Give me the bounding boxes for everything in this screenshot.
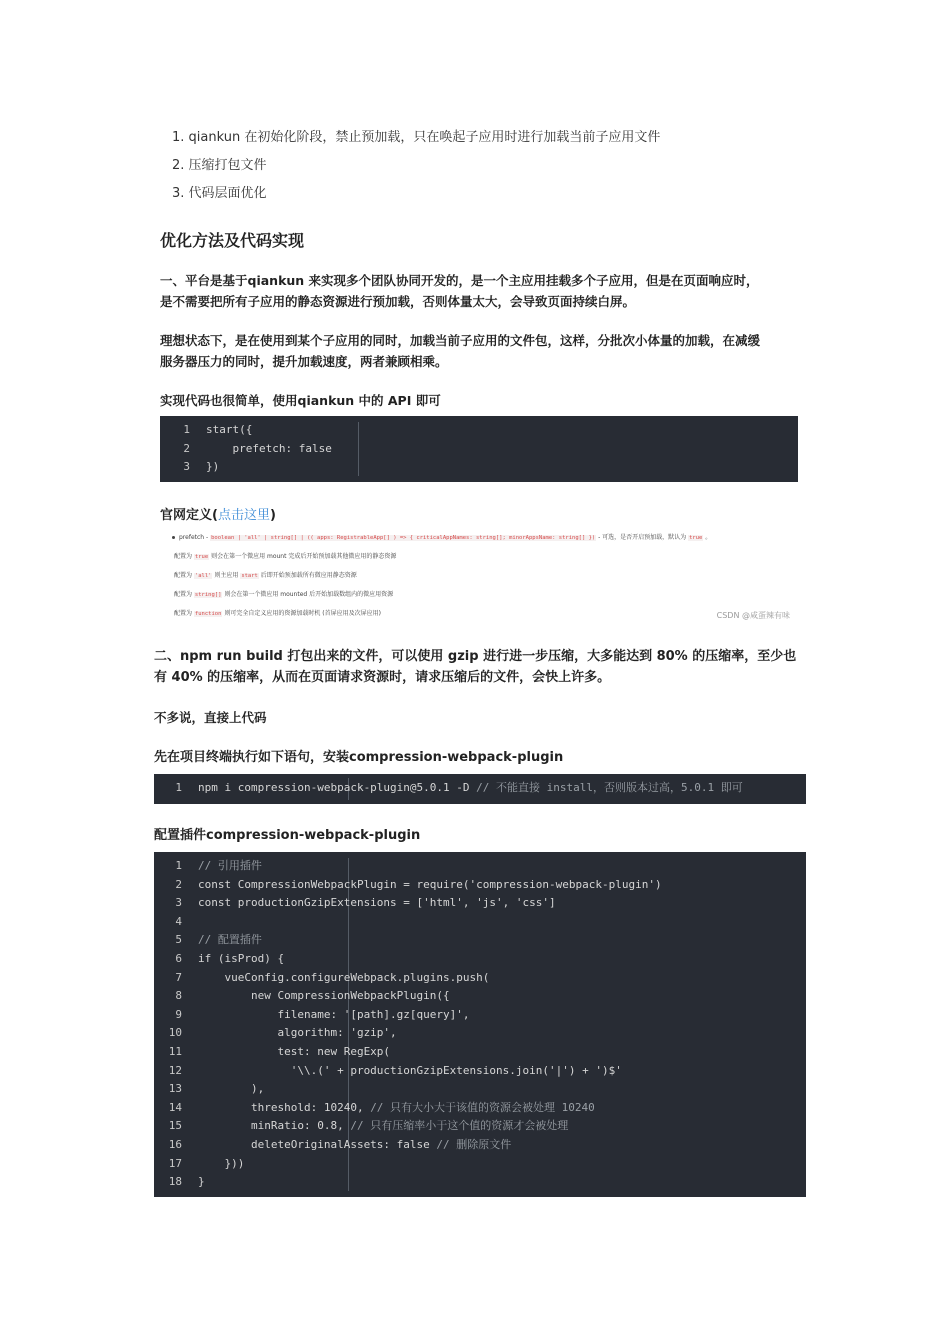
code-line bbox=[154, 779, 806, 798]
optimization-list bbox=[172, 129, 660, 213]
doc-row-prefetch: prefetch - boolean | 'all' | string[] | (( apps: RegistrableApp[] ) => { criticalAppNames: string[]; minorAppsName: string[] }) - 可选，是否开启预加载，默认为 true 。 bbox=[172, 532, 711, 541]
bullet-icon bbox=[172, 536, 175, 539]
paragraph-ideal-state: 理想状态下，是在使用到某个子应用的同时，加载当前子应用的文件包，这样，分批次小体量的加载，在减缓 服务器压力的同时，提升加载速度，两者兼顾相乘。 bbox=[160, 333, 761, 369]
code-text bbox=[190, 950, 284, 969]
code-line bbox=[154, 1173, 806, 1192]
doc-row-function: 配置为 function 则可完全自定义应用的资源加载时机 (首屏应用及次屏应用) bbox=[174, 610, 381, 617]
code-text bbox=[190, 987, 450, 1006]
code-text bbox=[190, 857, 262, 876]
code-line bbox=[160, 458, 798, 477]
code-text bbox=[190, 1024, 397, 1043]
code-text bbox=[190, 779, 743, 798]
csdn-watermark: CSDN @咸蛋辣有味 bbox=[716, 611, 790, 620]
code-text bbox=[190, 1173, 205, 1192]
code-comment: // 不能直接 install，否则版本过高，5.0.1 即可 bbox=[476, 781, 743, 794]
line-number: 1 bbox=[175, 781, 182, 794]
code-line bbox=[154, 931, 806, 950]
line-number: 17 bbox=[168, 1156, 182, 1170]
line-number: 9 bbox=[175, 1007, 182, 1021]
code-line bbox=[154, 1155, 806, 1174]
official-definition-heading: 官网定义(点击这里) bbox=[160, 508, 276, 523]
click-here-link[interactable]: 点击这里 bbox=[217, 508, 270, 523]
code-line bbox=[154, 1099, 806, 1118]
code-token: npm i compression-webpack-plugin@5.0.1 -D bbox=[198, 781, 477, 794]
code-text bbox=[190, 894, 556, 913]
code-text bbox=[190, 876, 662, 895]
code-token: new CompressionWebpackPlugin({ bbox=[198, 989, 450, 1003]
code-token: if (isProd) { bbox=[198, 951, 285, 965]
code-token: } bbox=[198, 1175, 205, 1189]
paragraph-install: 先在项目终端执行如下语句，安装compression-webpack-plugin bbox=[154, 750, 564, 765]
code-line bbox=[160, 421, 798, 440]
code-text bbox=[190, 1117, 568, 1136]
line-number: 1 bbox=[183, 423, 190, 436]
code-line bbox=[154, 950, 806, 969]
code-line bbox=[154, 876, 806, 895]
code-text bbox=[190, 1043, 390, 1062]
code-line bbox=[154, 1006, 806, 1025]
code-block-install bbox=[154, 774, 806, 804]
code-text bbox=[190, 931, 262, 950]
code-line bbox=[154, 894, 806, 913]
section-heading: 优化方法及代码实现 bbox=[160, 231, 305, 250]
line-number: 10 bbox=[168, 1026, 182, 1040]
line-number: 16 bbox=[168, 1137, 182, 1151]
code-comment: // 只有压缩率小于这个值的资源才会被处理 bbox=[350, 1119, 569, 1133]
line-number: 3 bbox=[183, 460, 190, 474]
code-line bbox=[154, 1117, 806, 1136]
code-line bbox=[160, 440, 798, 459]
code-text bbox=[190, 969, 489, 988]
code-token: })) bbox=[198, 1156, 245, 1170]
line-number: 8 bbox=[175, 989, 182, 1003]
code-token: deleteOriginalAssets: false bbox=[198, 1137, 437, 1151]
docs-screenshot bbox=[160, 525, 800, 627]
code-line bbox=[154, 1136, 806, 1155]
code-text bbox=[198, 440, 332, 459]
list-item: 3. 代码层面优化 bbox=[172, 186, 267, 201]
code-text bbox=[190, 1006, 470, 1025]
code-token: '\\.(' + productionGzipExtensions.join('|') + ')$' bbox=[198, 1063, 622, 1077]
code-text bbox=[190, 1155, 244, 1174]
line-number: 7 bbox=[175, 970, 182, 984]
code-comment: // 只有大小大于该值的资源会被处理 10240 bbox=[370, 1100, 595, 1114]
code-token: algorithm: 'gzip', bbox=[198, 1026, 397, 1040]
code-text bbox=[198, 458, 219, 477]
code-text bbox=[198, 421, 252, 440]
code-line bbox=[154, 987, 806, 1006]
code-line bbox=[154, 969, 806, 988]
code-token: ), bbox=[198, 1082, 265, 1096]
code-comment: // 删除原文件 bbox=[436, 1137, 512, 1151]
list-item: 2. 压缩打包文件 bbox=[172, 158, 267, 173]
code-line bbox=[154, 1024, 806, 1043]
code-text bbox=[190, 1062, 622, 1081]
line-number: 1 bbox=[175, 859, 182, 872]
paragraph-implementation: 实现代码也很简单，使用qiankun 中的 API 即可 bbox=[160, 393, 441, 408]
line-number: 13 bbox=[168, 1082, 182, 1096]
paragraph-show-code: 不多说，直接上代码 bbox=[154, 710, 267, 725]
code-token: threshold: 10240, bbox=[198, 1100, 371, 1114]
list-item: 1. qiankun 在初始化阶段，禁止预加载，只在唤起子应用时进行加载当前子应用文件 bbox=[172, 130, 661, 145]
code-text bbox=[190, 1099, 595, 1118]
code-token: }) bbox=[206, 460, 220, 474]
line-number: 3 bbox=[175, 896, 182, 910]
code-token: filename: '[path].gz[query]', bbox=[198, 1007, 470, 1021]
code-token: minRatio: 0.8, bbox=[198, 1119, 351, 1133]
code-token: prefetch: false bbox=[206, 441, 332, 455]
code-token: const productionGzipExtensions = ['html', 'js', 'css'] bbox=[198, 896, 556, 910]
code-text bbox=[190, 1080, 264, 1099]
doc-row-true: 配置为 true 则会在第一个微应用 mount 完成后开始预加载其他微应用的静态资源 bbox=[174, 553, 397, 560]
code-text bbox=[190, 1136, 511, 1155]
line-number: 12 bbox=[168, 1063, 182, 1077]
paragraph-gzip: 二、npm run build 打包出来的文件，可以使用 gzip 进行进一步压缩，大多能达到 80% 的压缩率，至少也 有 40% 的压缩率，从而在页面请求资源时，请求压缩后的文件，会快上许多。 bbox=[154, 649, 797, 685]
line-number: 4 bbox=[175, 914, 182, 928]
doc-row-all: 配置为 'all' 则主应用 start 后即开始预加载所有微应用静态资源 bbox=[174, 572, 357, 579]
code-token: const CompressionWebpackPlugin = require('compression-webpack-plugin') bbox=[198, 877, 662, 891]
paragraph-platform: 一、平台是基于qiankun 来实现多个团队协同开发的，是一个主应用挂载多个子应用，但是在页面响应时， 是不需要把所有子应用的静态资源进行预加载，否则体量太大，会导致页面持续白屏。 bbox=[160, 273, 759, 309]
code-line bbox=[154, 1062, 806, 1081]
code-comment: // 引用插件 bbox=[198, 859, 262, 872]
code-line bbox=[154, 1043, 806, 1062]
line-number: 15 bbox=[168, 1119, 182, 1133]
code-block-config bbox=[154, 852, 806, 1197]
code-block-start bbox=[160, 416, 798, 482]
code-comment: // 配置插件 bbox=[198, 933, 262, 947]
line-number: 2 bbox=[183, 441, 190, 455]
code-token: start({ bbox=[206, 423, 253, 436]
line-number: 18 bbox=[168, 1175, 182, 1189]
doc-row-string-array: 配置为 string[] 则会在第一个微应用 mounted 后开始加载数组内的微应用资源 bbox=[174, 591, 394, 598]
code-line bbox=[154, 1080, 806, 1099]
line-number: 14 bbox=[168, 1100, 182, 1114]
paragraph-configure-plugin: 配置插件compression-webpack-plugin bbox=[154, 828, 421, 843]
code-line bbox=[154, 913, 806, 932]
line-number: 11 bbox=[168, 1044, 182, 1058]
code-line bbox=[154, 857, 806, 876]
line-number: 6 bbox=[175, 951, 182, 965]
line-number: 2 bbox=[175, 877, 182, 891]
line-number: 5 bbox=[175, 933, 182, 947]
code-token: vueConfig.configureWebpack.plugins.push( bbox=[198, 970, 490, 984]
code-token: test: new RegExp( bbox=[198, 1044, 391, 1058]
